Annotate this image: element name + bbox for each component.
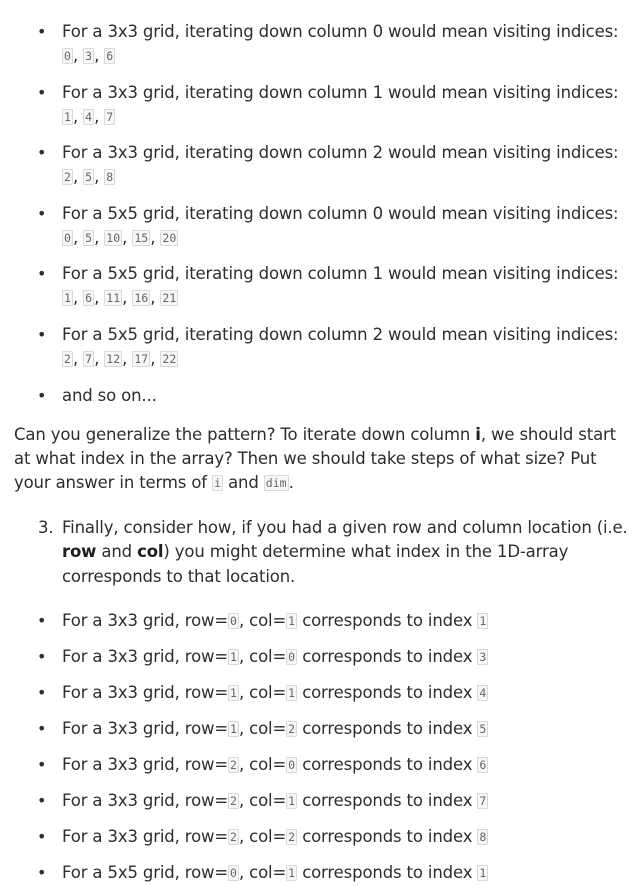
list-item-text: For a — [62, 611, 108, 631]
index-code: 2 — [64, 170, 71, 185]
index-code: 1 — [479, 866, 487, 881]
list-item: • For a 3x3 grid, iterating down column 0 would mean visiting indices: 0 , 3 , 6 — [14, 20, 632, 69]
index-code: 1 — [64, 109, 71, 124]
list-item-text: , col= — [238, 791, 287, 811]
step-text: and — [96, 542, 138, 562]
list-item-text: For a 5x5 grid, iterating down column 2 would mean visiting indices: — [62, 324, 619, 344]
grid-size: 3x3 — [107, 683, 138, 703]
list-item: • For a 5x5 grid, iterating down column 2 would mean visiting indices: 2 , 7 , 12 , 17 , 22 — [14, 323, 632, 372]
index-code: 12 — [106, 351, 121, 366]
list-item-text: , col= — [238, 755, 287, 775]
list-item-text: corresponds to index — [297, 827, 478, 847]
step-list — [14, 516, 632, 590]
index-code: 1 — [64, 291, 71, 306]
index-code: 22 — [162, 351, 177, 366]
list-item-text: , col= — [238, 611, 287, 631]
list-item-text: , col= — [238, 647, 287, 667]
col-code: 1 — [288, 794, 296, 809]
list-item-text: , col= — [238, 719, 287, 739]
list-item-text: corresponds to index — [297, 863, 478, 883]
index-code: 15 — [134, 230, 149, 245]
col-code: 2 — [288, 722, 296, 737]
index-code: 7 — [85, 351, 93, 366]
list-item-text: For a 3x3 grid, iterating down column 2 would mean visiting indices: — [62, 143, 619, 163]
list-item-text: , col= — [238, 863, 287, 883]
grid-size: 3x3 — [107, 719, 138, 739]
list-item-text: grid, row= — [137, 719, 229, 739]
grid-size: 3x3 — [107, 827, 138, 847]
index-code: 7 — [479, 794, 487, 809]
list-item-text: corresponds to index — [297, 791, 478, 811]
step-text: ) you might determine what index in the 1D-array corresponds to that location. — [62, 542, 569, 586]
row-code: 0 — [230, 614, 237, 629]
index-code: 20 — [162, 230, 177, 245]
index-code: 6 — [106, 49, 114, 63]
index-code: 21 — [162, 291, 177, 306]
list-item-text: grid, row= — [137, 683, 229, 703]
bold-i: i — [475, 424, 481, 444]
generalize-paragraph — [14, 423, 632, 496]
index-code: 5 — [85, 170, 93, 185]
list-item-text: , col= — [238, 683, 287, 703]
list-item-text: and so on... — [62, 385, 157, 405]
grid-size: 3x3 — [107, 647, 138, 667]
list-item-text: grid, row= — [137, 611, 229, 631]
step-3 — [14, 516, 632, 590]
list-item-text: corresponds to index — [297, 755, 478, 775]
index-code: 6 — [479, 758, 487, 773]
list-item-text: corresponds to index — [297, 683, 478, 703]
index-code: 8 — [479, 830, 487, 845]
list-item-text: , col= — [238, 827, 287, 847]
row-code: 1 — [230, 650, 237, 665]
index-code: 7 — [106, 109, 114, 124]
row-code: 2 — [230, 794, 237, 809]
grid-size: 3x3 — [107, 755, 138, 775]
list-item-text: For a 5x5 grid, iterating down column 1 would mean visiting indices: — [62, 264, 619, 284]
index-code: 8 — [106, 170, 114, 185]
list-item-text: For a — [62, 827, 108, 847]
index-code: 1 — [479, 614, 487, 629]
list-item-text: grid, row= — [137, 827, 229, 847]
index-code: 5 — [479, 722, 487, 737]
list-item-text: corresponds to index — [297, 611, 478, 631]
index-code: 17 — [134, 351, 149, 366]
step-number: 3. — [38, 517, 54, 537]
list-item-text: For a — [62, 647, 108, 667]
row-code: 1 — [230, 686, 237, 701]
list-item — [14, 645, 632, 670]
row-col-index-list — [14, 609, 632, 886]
list-item-text: grid, row= — [137, 863, 229, 883]
code-i: i — [214, 475, 221, 490]
list-item-text: For a — [62, 863, 108, 883]
row-code: 1 — [230, 722, 237, 737]
list-item — [14, 789, 632, 814]
row-code: 0 — [230, 866, 237, 881]
list-item-text: corresponds to index — [297, 647, 478, 667]
grid-size: 3x3 — [107, 791, 138, 811]
list-item: • For a 5x5 grid, iterating down column 1 would mean visiting indices: 1 , 6 , 11 , 16 , 21 — [14, 262, 632, 311]
bold-col: col — [137, 542, 164, 562]
col-code: 1 — [288, 866, 296, 881]
list-item-text: For a — [62, 683, 108, 703]
index-code: 16 — [134, 291, 149, 306]
index-code: 3 — [479, 650, 487, 665]
index-code: 0 — [64, 49, 71, 63]
list-item-text: For a 5x5 grid, iterating down column 0 would mean visiting indices: — [62, 203, 619, 223]
row-code: 2 — [230, 758, 237, 773]
paragraph-text: Can you generalize the pattern? To iterate down column — [14, 424, 476, 444]
index-code: 4 — [85, 109, 93, 124]
col-code: 2 — [288, 830, 296, 845]
list-item-text: For a 3x3 grid, iterating down column 1 would mean visiting indices: — [62, 82, 619, 102]
column-iteration-list — [14, 0, 632, 408]
grid-size: 5x5 — [107, 863, 138, 883]
step-text: Finally, consider how, if you had a given row and column location (i.e. — [62, 517, 628, 537]
list-item — [14, 681, 632, 706]
paragraph-text: , we should start at what index in the array? Then we should take steps of what size? Put your answer in terms of — [14, 424, 616, 492]
list-item — [14, 753, 632, 778]
bold-row: row — [62, 542, 97, 562]
index-code: 11 — [106, 291, 121, 306]
index-code: 0 — [64, 230, 71, 245]
index-code: 10 — [106, 230, 121, 245]
grid-size: 3x3 — [107, 611, 138, 631]
list-item-text: corresponds to index — [297, 719, 478, 739]
list-item-text: grid, row= — [137, 755, 229, 775]
list-item — [14, 609, 632, 634]
list-item-text: For a — [62, 755, 108, 775]
list-item-text: For a — [62, 791, 108, 811]
col-code: 1 — [288, 614, 296, 629]
col-code: 0 — [288, 650, 296, 665]
index-code: 4 — [479, 686, 487, 701]
row-code: 2 — [230, 830, 237, 845]
list-item: • For a 5x5 grid, iterating down column 0 would mean visiting indices: 0 , 5 , 10 , 15 , 20 — [14, 202, 632, 251]
list-item — [14, 717, 632, 742]
index-code: 6 — [85, 291, 93, 306]
list-item-text: grid, row= — [137, 647, 229, 667]
list-item: • For a 3x3 grid, iterating down column 2 would mean visiting indices: 2 , 5 , 8 — [14, 141, 632, 190]
index-code: 2 — [64, 351, 71, 366]
paragraph-text: . — [288, 472, 294, 492]
code-dim: dim — [265, 475, 287, 490]
list-item-text: grid, row= — [137, 791, 229, 811]
list-item — [14, 861, 632, 886]
list-item — [14, 825, 632, 850]
col-code: 0 — [288, 758, 296, 773]
list-item-text: For a 3x3 grid, iterating down column 0 would mean visiting indices: — [62, 22, 619, 41]
list-item: • For a 3x3 grid, iterating down column 1 would mean visiting indices: 1 , 4 , 7 — [14, 81, 632, 130]
index-code: 3 — [85, 49, 93, 63]
col-code: 1 — [288, 686, 296, 701]
index-code: 5 — [85, 230, 93, 245]
list-item-text: For a — [62, 719, 108, 739]
paragraph-text: and — [223, 472, 264, 492]
list-item — [14, 384, 632, 408]
